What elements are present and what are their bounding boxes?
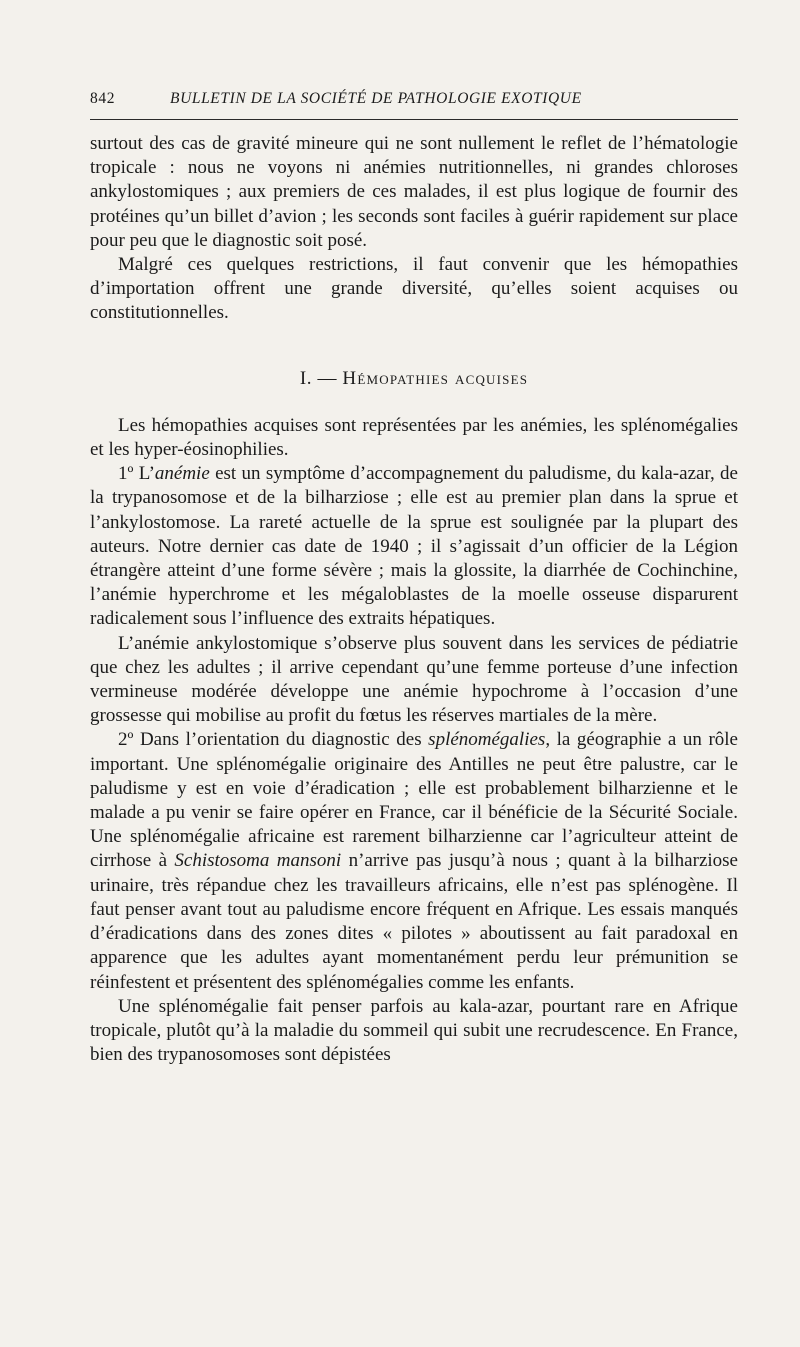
section-heading-title: Hémopathies acquises [342,367,529,389]
body-text [90,132,738,1067]
paragraph-2: Malgré ces quelques restrictions, il faut convenir que les hémopathies d’importation offrent une grande diversité, qu’elles soient acquises ou constitutionnelles. [90,254,738,324]
paragraph-7: Une splénomégalie fait penser parfois au kala-azar, pourtant rare en Afrique tropicale, plutôt qu’à la maladie du sommeil qui subit une recrudescence. En France, bien des trypanosomoses sont dépistées [90,995,738,1066]
paragraph-1: surtout des cas de gravité mineure qui ne sont nullement le reflet de l’hématologie tropicale : nous ne voyons ni anémies nutritionnelles, ni grandes chloroses ankylostomiques ; aux premiers de ces malades, il est plus logique de fournir des protéines qu’un billet d’avion ; les seconds sont faciles à guérir rapidement sur place pour peu que le diagnostic soit posé. [90,133,738,251]
paragraph-6-rest: n’arrive pas jusqu’à nous ; quant à la bilharziose urinaire, très répandue chez les travailleurs africains, elle n’est pas splénogène. Il faut penser avant tout au paludisme encore fréquent en Afrique. Les essais manqués d’éradications dans des zones dites « pilotes » aboutissent au fait paradoxal en apparence que les adultes ayant momentanément perdu leur prémunition se réinfestent et présentent des splénomégalies comme les enfants. [90,850,738,993]
section-heading [90,367,738,391]
paragraph-4-prefix: 1º L’ [118,463,155,485]
paragraph-5: L’anémie ankylostomique s’observe plus souvent dans les services de pédiatrie que chez les adultes ; il arrive cependant qu’une femme porteuse d’une infection vermineuse modérée développe une anémie hypochrome à l’occasion d’une grossesse qui mobilise au profit du fœtus les réserves martiales de la mère. [90,632,738,727]
paragraph-6 [90,728,738,994]
paragraph-3: Les hémopathies acquises sont représentées par les anémies, les splénomégalies et les hyper-éosinophilies. [90,414,738,461]
section-heading-number: I. — [299,367,338,389]
paragraph-4-term: anémie [154,463,210,485]
paragraph-6-middle: , la géographie a un rôle important. Une splénomégalie originaire des Antilles ne peut être palustre, car le paludisme y est en voie d’éradication ; elle est probablement bilharzienne et le malade a pu venir se faire opérer en France, car il bénéficie de la Sécurité Sociale. Une splénomégalie africaine est rarement bilharzienne car l’agriculteur atteint de cirrhose à [90,729,738,872]
running-header [90,90,738,114]
journal-title: BULLETIN DE LA SOCIÉTÉ DE PATHOLOGIE EXOTIQUE [170,90,582,107]
paragraph-6-term: splénomégalies [428,729,546,751]
paragraph-6-prefix: 2º Dans l’orientation du diagnostic des [118,729,429,751]
page-number: 842 [90,90,116,107]
header-rule [90,119,738,120]
paragraph-6-species: Schistosoma mansoni [174,850,342,872]
paragraph-4-rest: est un symptôme d’accompagnement du paludisme, du kala-azar, de la trypanosomose et de la bilharziose ; elle est au premier plan dans la sprue et l’ankylostomose. La rareté actuelle de la sprue est soulignée par la plupart des auteurs. Notre dernier cas date de 1940 ; il s’agissait d’un officier de la Légion étrangère atteint d’une forme sévère ; mais la glossite, la diarrhée de Cochinchine, l’anémie hyperchrome et les mégaloblastes de la moelle osseuse disparurent radicalement sous l’influence des extraits hépatiques. [90,463,738,630]
paragraph-4 [90,462,738,631]
